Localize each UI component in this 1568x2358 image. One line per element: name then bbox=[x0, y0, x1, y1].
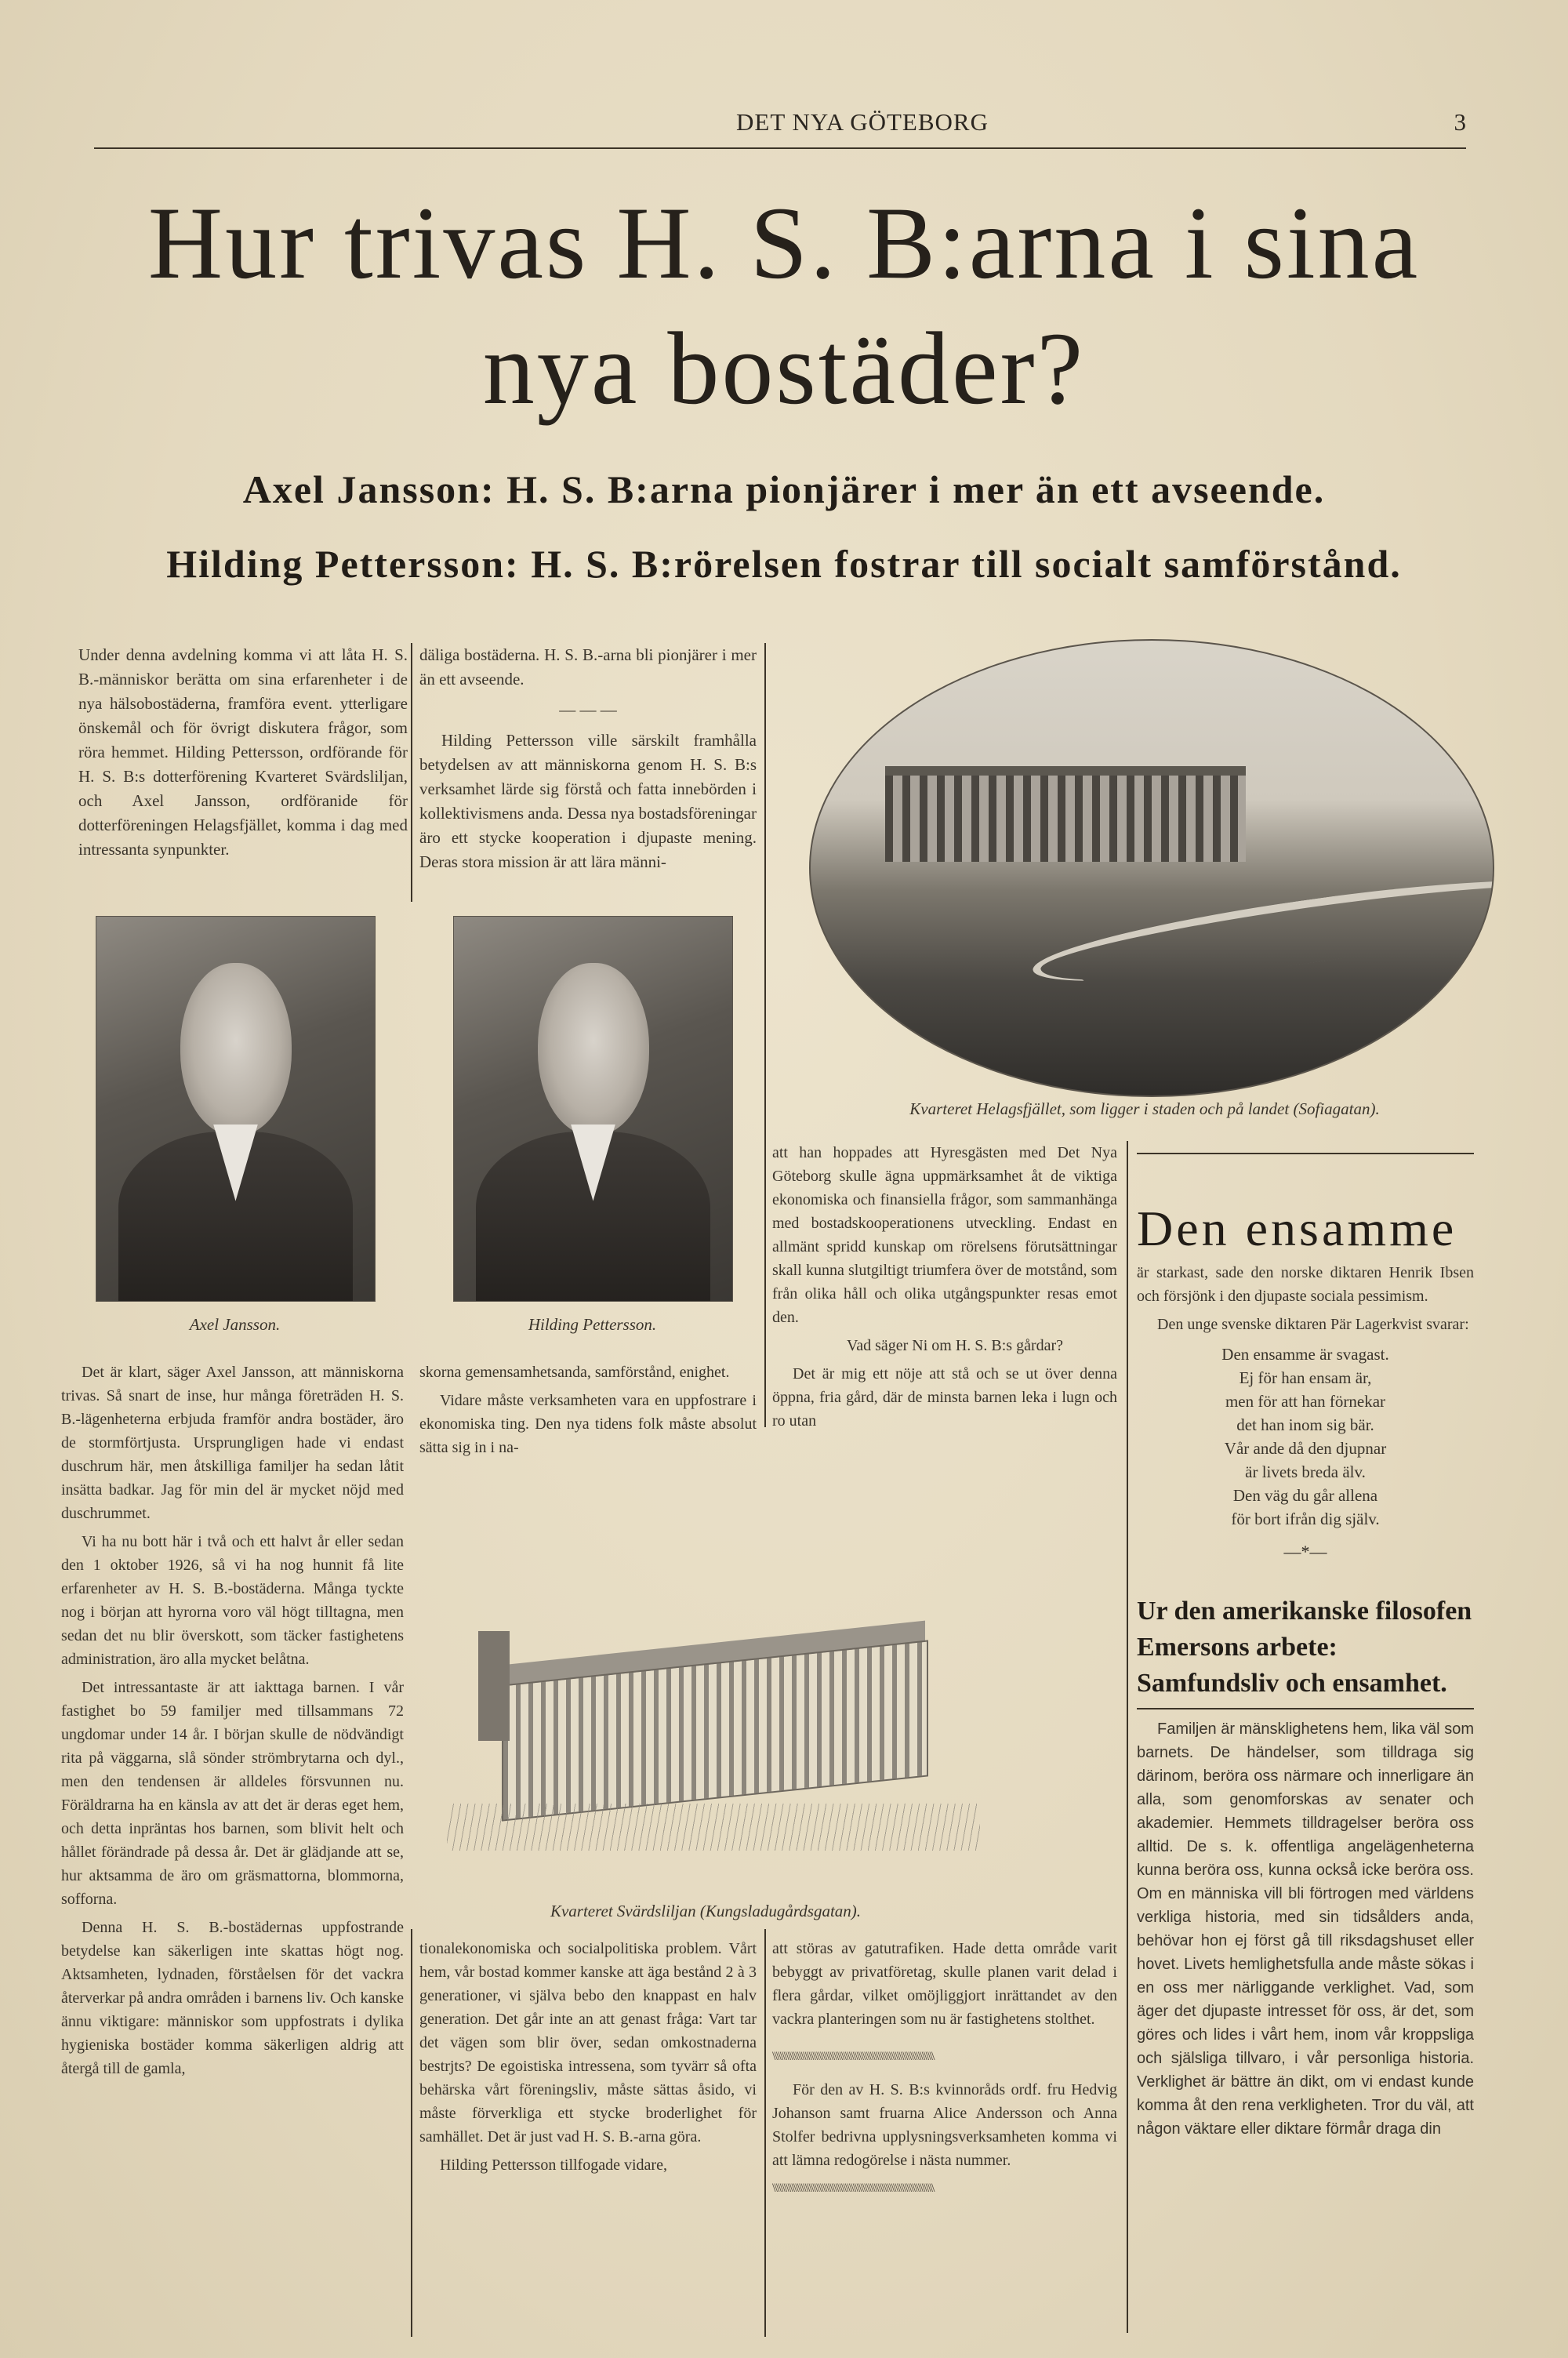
poem-line: det han inom sig bär. bbox=[1236, 1415, 1374, 1434]
col2-top-text bbox=[419, 643, 757, 881]
portrait-hilding-pettersson bbox=[453, 916, 733, 1302]
sidebar-top-rule bbox=[1137, 1153, 1474, 1154]
column-rule bbox=[764, 1929, 766, 2337]
den-ensamme-title: Den ensamme bbox=[1137, 1201, 1457, 1256]
poem-line: för bort ifrån dig själv. bbox=[1231, 1510, 1380, 1528]
col2-top-p2: Hilding Pettersson ville särskilt framhålla betydelsen av att människorna genom H. S. B:s verksamhet lärde sig förstå och fatta innebörden i kollektivismens anda. Dessa nya bostadsföreningar äro ett stycke kooperation i djupaste mening. Deras stora mission är att lära männi- bbox=[419, 731, 757, 871]
poem-line: Vår ande då den djupnar bbox=[1224, 1439, 1387, 1458]
column-rule bbox=[411, 1929, 412, 2337]
sketch-kvarteret-svardsliljan bbox=[447, 1600, 980, 1882]
column-rule bbox=[1127, 1141, 1128, 2333]
col1-body-p3: Det intressantaste är att iakttaga barnen. I vår fastighet bo 59 familjer med tillsammans 72 ungdomar under 14 år. I början skulle de nödvändigt rita på väggarna, slå sönder strömbrytarna och dyl., men den tendensen är alldeles försvunnen nu. Föräldrarna ha en känsla av att det är deras eget hem, och detta inpräntas hos barnen, som blivit helt och hållet förändrade på dessa år. Det är glädjande att se, hur aktsamma de äro om gräsmattorna, blommorna, sofforna. bbox=[61, 1679, 404, 1908]
col3-mid-p1: att han hoppades att Hyresgästen med Det Nya Göteborg skulle ägna uppmärksamhet åt de viktiga ekonomiska och finansiella frågor, som sammanhänga med bostadskooperationens utveckling. Endast en allmänt spridd kunskap om rörelsens förutsättningar skall kunna slutgiltigt triumfera över de motstånd, som från olika håll och olika utgångspunkter resas emot den. bbox=[772, 1144, 1117, 1326]
poem-line: Den väg du går allena bbox=[1232, 1486, 1378, 1505]
column-rule bbox=[764, 643, 766, 1427]
poem-line: Den ensamme är svagast. bbox=[1221, 1345, 1389, 1364]
poem-line: är livets breda älv. bbox=[1245, 1462, 1366, 1481]
emerson-title: Ur den amerikanske filosofen Emersons arbete: Samfundsliv och ensamhet. bbox=[1137, 1597, 1472, 1698]
headline-line-1: Hur trivas H. S. B:arna i sina bbox=[147, 185, 1421, 300]
poem bbox=[1137, 1342, 1474, 1531]
col2-mid bbox=[419, 1361, 757, 1464]
emerson-rule bbox=[1137, 1708, 1474, 1709]
subhead-axel: Axel Jansson: H. S. B:arna pionjärer i mer än ett avseende. bbox=[242, 467, 1326, 511]
col2-top-divider: — — — bbox=[559, 700, 617, 719]
emerson-body bbox=[1137, 1717, 1474, 2141]
col2-bottom-p1: tionalekonomiska och socialpolitiska problem. Vårt hem, vår bostad kommer kanske att äga bestånd 2 à 3 generationer, vi själva bebo den knappast en halv generation. Det går inte an att genast fråga: Vart tar det vägen som blir över, sedan omkostnaderna bestrjts? De egoistiska intressena, som tyvärr så ofta behärska vårt föreningsliv, måste sättas åsido, vi måste förverkliga ett stycke broderlighet för samhället. Det är just vad H. S. B.-arna göra. bbox=[419, 1940, 757, 2145]
running-head bbox=[94, 108, 1466, 149]
col1-body-p1: Det är klart, säger Axel Jansson, att människorna trivas. Så snart de inse, hur många företräden H. S. B.-lägenheterna erbjuda framför andra bostäder, äro de stormförtjusta. Ursprungligen hade vi endast duschrum här, men åtskilliga familjer ha sedan låtit insätta badkar. Jag för min del är mycket nöjd med duschrummet. bbox=[61, 1364, 404, 1522]
caption-axel: Axel Jansson. bbox=[189, 1315, 281, 1334]
col1-body-p2: Vi ha nu bott här i två och ett halvt år eller sedan den 1 oktober 1926, så vi ha nog hunnit få lite erfarenheter av H. S. B.-bostäderna. Många tyckte nog i början att hyrorna voro väl högt tilltagna, men sedan det nu blir överskott, som täcker fastighetens administration, äro alla mycket belåtna. bbox=[61, 1533, 404, 1668]
emerson-text: Familjen är mänsklighetens hem, lika väl som barnets. De händelser, som tilldraga sig därinom, beröra oss närmare och innerligare än alla, som genomforskas av senater och akademier. Hemmets tilldragelser beröra oss alltid. De s. k. offentliga angelägenheterna kunna beröra oss, kunna också icke beröra oss. Om en människa vill bli förtrogen med världens verkliga historia, med sin tidsålders anda, behövar hon ej först gå till riksdagshuset eller hovet. Livets hemlighetsfulla ande måste sökas i en oss mer närliggande verklighet. Vad, som äger det djupaste intresset för oss, är det, som göres och lides i vårt hem, inom vår kroppsliga och själsliga tillvaro, i vår personliga historia. Verklighet är bättre än dikt, om vi endast kunde komma åt den rena verkligheten. Tror du väl, att någon väktare eller diktare förmår draga din bbox=[1137, 1720, 1474, 2138]
publication-title: DET NYA GÖTEBORG bbox=[736, 108, 989, 136]
col3-bottom bbox=[772, 1937, 1117, 2200]
headline-line-2: nya bostäder? bbox=[482, 311, 1086, 426]
den-ensamme-text bbox=[1137, 1261, 1474, 1336]
zigzag-divider: \\\\\\\\\\\\\\\\\\\\\\\\\\\\\\\\\\\\\\\\\\\\\\\\\\\\\\\\\\\\\\\\\\\\\\\\\\\\\\\\\\\\ bbox=[772, 2182, 934, 2195]
poem-line: men för att han förnekar bbox=[1225, 1392, 1386, 1411]
col2-top-p1: däliga bostäderna. H. S. B.-arna bli pionjärer i mer än ett avseende. bbox=[419, 645, 757, 689]
col1-body bbox=[61, 1361, 404, 2085]
col3-bottom-p2: För den av H. S. B:s kvinnoråds ordf. fru Hedvig Johanson samt fruarna Alice Andersson och Anna Stolfer bedrivna upplysningsverksamheten komma vi att lämna redogörelse i nästa nummer. bbox=[772, 2081, 1117, 2169]
col3-mid bbox=[772, 1141, 1117, 1437]
star-divider: —*— bbox=[1283, 1542, 1327, 1561]
caption-svardsliljan: Kvarteret Svärdsliljan (Kungsladugårdsgatan). bbox=[550, 1902, 862, 1920]
col2-mid-p2: Vidare måste verksamheten vara en uppfostrare i ekonomiska ting. Den nya tidens folk måste absolut sätta sig in i na- bbox=[419, 1392, 757, 1456]
caption-helagsfjallet: Kvarteret Helagsfjället, som ligger i staden och på landet (Sofiagatan). bbox=[909, 1099, 1380, 1118]
col3-bottom-p1: att störas av gatutrafiken. Hade detta område varit bebyggt av privatföretag, skulle planen varit delad i flera gårdar, vilket omöjliggjort inrättandet av den vackra planteringen som nu är fastighetens stolthet. bbox=[772, 1940, 1117, 2028]
col3-mid-question: Vad säger Ni om H. S. B:s gårdar? bbox=[846, 1337, 1064, 1354]
col2-bottom-p2: Hilding Pettersson tillfogade vidare, bbox=[440, 2156, 667, 2174]
caption-hilding: Hilding Pettersson. bbox=[528, 1315, 657, 1334]
page-number: 3 bbox=[1454, 108, 1466, 136]
photo-kvarteret-helagsfjallet bbox=[809, 639, 1494, 1097]
portrait-axel-jansson bbox=[96, 916, 376, 1302]
headline bbox=[31, 180, 1537, 431]
col2-mid-p1: skorna gemensamhetsanda, samförstånd, enighet. bbox=[419, 1364, 730, 1381]
intro-paragraph bbox=[78, 643, 408, 868]
subhead-hilding: Hilding Pettersson: H. S. B:rörelsen fostrar till socialt samförstånd. bbox=[166, 542, 1402, 586]
den-intro: är starkast, sade den norske diktaren Henrik Ibsen och försjönk i den djupaste sociala pessimism. bbox=[1137, 1264, 1474, 1305]
zigzag-divider: \\\\\\\\\\\\\\\\\\\\\\\\\\\\\\\\\\\\\\\\\\\\\\\\\\\\\\\\\\\\\\\\\\\\\\\\\\\\\\\\\\\\ bbox=[772, 2050, 934, 2063]
column-rule bbox=[411, 643, 412, 902]
poem-line: Ej för han ensam är, bbox=[1239, 1368, 1372, 1387]
col3-mid-p2: Det är mig ett nöje att stå och se ut över denna öppna, fria gård, där de minsta barnen leka i lugn och ro utan bbox=[772, 1365, 1117, 1430]
col1-body-p4: Denna H. S. B.-bostädernas uppfostrande betydelse kan säkerligen inte skattas högt nog. Aktsamheten, lydnaden, förståelsen för det vackra återverkar på andra områden i barnens liv. Och kanske ännu viktigare: människor som uppfostrats i dylika hygieniska bostäder komma säkerligen aldrig att återgå till de gamla, bbox=[61, 1919, 404, 2077]
intro-text: Under denna avdelning komma vi att låta H. S. B.-människor berätta om sina erfarenheter i de nya hälsobostäderna, framföra event. ytterligare önskemål och för övrigt diskutera frågor, som röra hemmet. Hilding Pettersson, ordförande för H. S. B:s dotterförening Kvarteret Svärdsliljan, och Axel Jansson, ordföranide för dotterföreningen Helagsfjället, komma i dag med intressanta synpunkter. bbox=[78, 645, 408, 859]
col2-bottom bbox=[419, 1937, 757, 2182]
den-intro-2: Den unge svenske diktaren Pär Lagerkvist svarar: bbox=[1157, 1316, 1469, 1333]
sidebar-den-ensamme bbox=[1137, 1200, 1474, 2145]
